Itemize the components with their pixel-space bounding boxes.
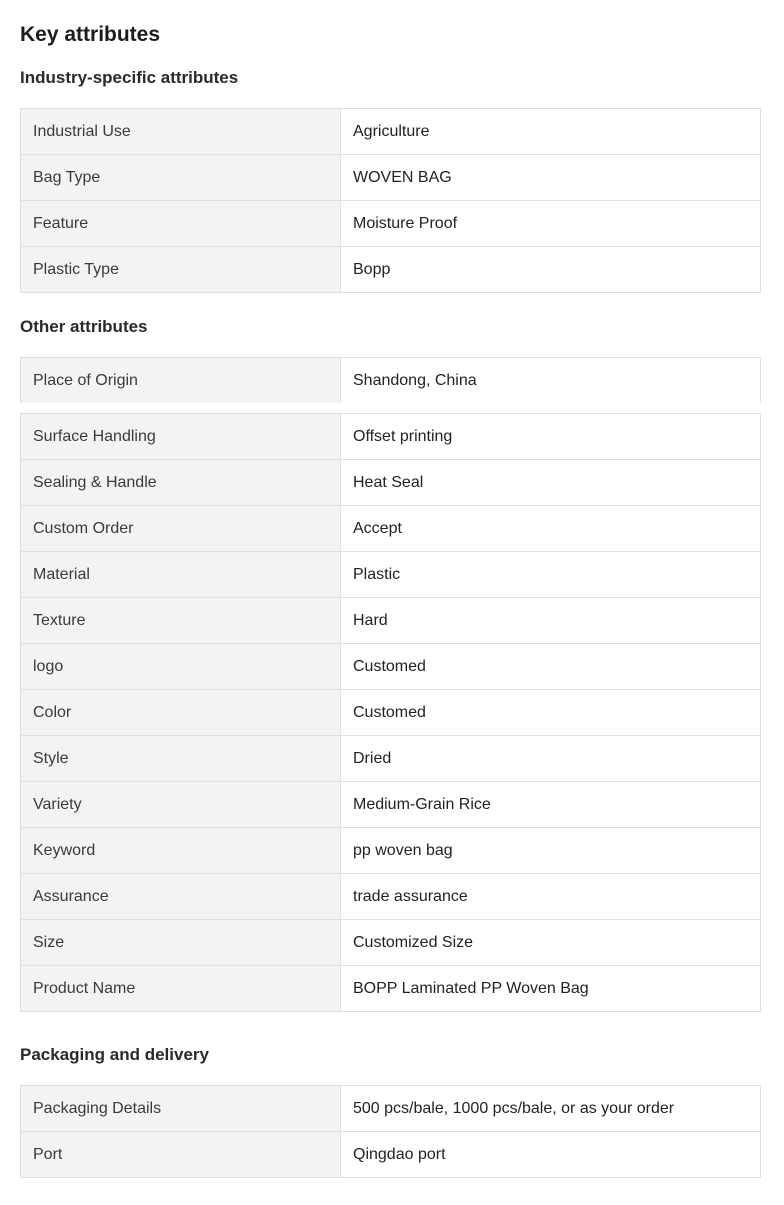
attribute-value: Customed bbox=[341, 644, 761, 690]
attribute-key: Sealing & Handle bbox=[21, 460, 341, 506]
attribute-key: Keyword bbox=[21, 828, 341, 874]
attribute-value: Agriculture bbox=[341, 109, 761, 155]
attribute-key: Port bbox=[21, 1132, 341, 1178]
table-row bbox=[21, 201, 761, 247]
attribute-key: Custom Order bbox=[21, 506, 341, 552]
attribute-value: Dried bbox=[341, 736, 761, 782]
attribute-key: Size bbox=[21, 920, 341, 966]
table-row bbox=[21, 247, 761, 293]
attribute-key: Assurance bbox=[21, 874, 341, 920]
attribute-value: Accept bbox=[341, 506, 761, 552]
attribute-value: BOPP Laminated PP Woven Bag bbox=[341, 966, 761, 1012]
attribute-key: Texture bbox=[21, 598, 341, 644]
table-row bbox=[21, 414, 761, 460]
attribute-key: Industrial Use bbox=[21, 109, 341, 155]
table-row bbox=[21, 828, 761, 874]
table-row bbox=[21, 1132, 761, 1178]
table-row bbox=[21, 109, 761, 155]
attribute-value: Bopp bbox=[341, 247, 761, 293]
attribute-value: Shandong, China bbox=[341, 358, 761, 404]
attribute-value: pp woven bag bbox=[341, 828, 761, 874]
attribute-key: Variety bbox=[21, 782, 341, 828]
attribute-value: Medium-Grain Rice bbox=[341, 782, 761, 828]
attribute-value: Heat Seal bbox=[341, 460, 761, 506]
attribute-key: logo bbox=[21, 644, 341, 690]
table-row bbox=[21, 966, 761, 1012]
attribute-value: Customed bbox=[341, 690, 761, 736]
section-title-packaging: Packaging and delivery bbox=[20, 1045, 209, 1064]
attribute-key: Style bbox=[21, 736, 341, 782]
table-row bbox=[21, 782, 761, 828]
table-row bbox=[21, 358, 761, 404]
table-row bbox=[21, 874, 761, 920]
packaging-attributes-table bbox=[20, 1085, 761, 1178]
table-row bbox=[21, 1086, 761, 1132]
attribute-value: Hard bbox=[341, 598, 761, 644]
attribute-value: Offset printing bbox=[341, 414, 761, 460]
attribute-key: Bag Type bbox=[21, 155, 341, 201]
attribute-key: Color bbox=[21, 690, 341, 736]
table-row bbox=[21, 736, 761, 782]
attribute-key: Packaging Details bbox=[21, 1086, 341, 1132]
table-row bbox=[21, 155, 761, 201]
attribute-key: Material bbox=[21, 552, 341, 598]
attribute-value: Moisture Proof bbox=[341, 201, 761, 247]
section-title-industry: Industry-specific attributes bbox=[20, 68, 239, 87]
other-attributes-table bbox=[20, 413, 761, 1012]
table-row bbox=[21, 552, 761, 598]
table-row bbox=[21, 920, 761, 966]
industry-attributes-table bbox=[20, 108, 761, 293]
table-row bbox=[21, 506, 761, 552]
attribute-value: WOVEN BAG bbox=[341, 155, 761, 201]
table-split-gap bbox=[19, 403, 763, 413]
attribute-value: Plastic bbox=[341, 552, 761, 598]
table-row bbox=[21, 598, 761, 644]
attribute-key: Feature bbox=[21, 201, 341, 247]
page-title: Key attributes bbox=[20, 23, 161, 46]
attribute-key: Surface Handling bbox=[21, 414, 341, 460]
table-row bbox=[21, 644, 761, 690]
attribute-value: Customized Size bbox=[341, 920, 761, 966]
attribute-value: trade assurance bbox=[341, 874, 761, 920]
attribute-value: 500 pcs/bale, 1000 pcs/bale, or as your order bbox=[341, 1086, 761, 1132]
table-row bbox=[21, 690, 761, 736]
attribute-key: Product Name bbox=[21, 966, 341, 1012]
section-title-other: Other attributes bbox=[20, 317, 148, 336]
attribute-value: Qingdao port bbox=[341, 1132, 761, 1178]
attribute-key: Place of Origin bbox=[21, 358, 341, 404]
attribute-key: Plastic Type bbox=[21, 247, 341, 293]
other-attributes-table-top bbox=[20, 357, 761, 404]
table-row bbox=[21, 460, 761, 506]
